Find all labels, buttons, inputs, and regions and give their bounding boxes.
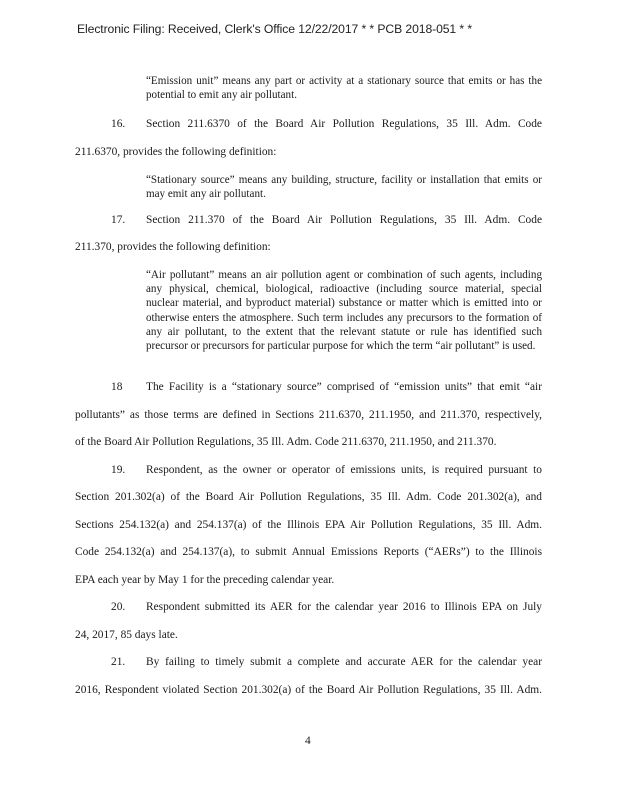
- paragraph-17-line-2: 211.370, provides the following definition:: [75, 241, 271, 253]
- paragraph-20-line-2: 24, 2017, 85 days late.: [75, 629, 178, 641]
- quote-air-pollutant: “Air pollutant” means an air pollution agent or combination of such agents, including any physical, chemical, biological, radioactive (including source material, special nuclear material, and byproduct material) substance or matter which is emitted into or otherwise enters the atmosphere. Such term includes any precursors to the formation of any air pollutant, to the extent that the relevant statute or rule has identified such precursor or precursors for particular purpose for which the term “air pollutant” is used.: [146, 269, 542, 353]
- paragraph-19-line-2: Section 201.302(a) of the Board Air Pollution Regulations, 35 Ill. Adm. Code 201.302(a), and: [75, 491, 542, 503]
- paragraph-19-number: 19.: [111, 464, 126, 476]
- paragraph-18-line-2: pollutants” as those terms are defined in Sections 211.6370, 211.1950, and 211.370, respectively,: [75, 409, 542, 421]
- paragraph-19-line-1: Respondent, as the owner or operator of emissions units, is required pursuant to: [146, 464, 542, 476]
- paragraph-18-line-1: The Facility is a “stationary source” comprised of “emission units” that emit “air: [146, 381, 542, 393]
- paragraph-21-line-1: By failing to timely submit a complete and accurate AER for the calendar year: [146, 656, 542, 668]
- paragraph-21-number: 21.: [111, 656, 126, 668]
- filing-stamp-header: Electronic Filing: Received, Clerk's Office 12/22/2017 * * PCB 2018-051 * *: [77, 22, 472, 36]
- paragraph-18-line-3: of the Board Air Pollution Regulations, 35 Ill. Adm. Code 211.6370, 211.1950, and 211.370.: [75, 436, 497, 448]
- paragraph-20-number: 20.: [111, 601, 126, 613]
- quote-stationary-source: “Stationary source” means any building, structure, facility or installation that emits or may emit any air pollutant.: [146, 174, 542, 201]
- paragraph-17-line-1: Section 211.370 of the Board Air Pollution Regulations, 35 Ill. Adm. Code: [146, 214, 542, 226]
- paragraph-21-line-2: 2016, Respondent violated Section 201.302(a) of the Board Air Pollution Regulations, 35 Ill. Adm.: [75, 684, 542, 696]
- paragraph-20-line-1: Respondent submitted its AER for the calendar year 2016 to Illinois EPA on July: [146, 601, 542, 613]
- page-number: 4: [305, 735, 311, 747]
- paragraph-18-number: 18: [111, 381, 123, 393]
- paragraph-17-number: 17.: [111, 214, 126, 226]
- paragraph-16-line-2: 211.6370, provides the following definition:: [75, 146, 277, 158]
- paragraph-19-line-4: Code 254.132(a) and 254.137(a), to submit Annual Emissions Reports (“AERs”) to the Illinois: [75, 546, 542, 558]
- paragraph-16-line-1: Section 211.6370 of the Board Air Pollution Regulations, 35 Ill. Adm. Code: [146, 118, 542, 130]
- paragraph-16-number: 16.: [111, 118, 126, 130]
- paragraph-19-line-5: EPA each year by May 1 for the preceding calendar year.: [75, 574, 335, 586]
- paragraph-19-line-3: Sections 254.132(a) and 254.137(a) of the Illinois EPA Air Pollution Regulations, 35 Ill. Adm.: [75, 519, 542, 531]
- quote-emission-unit: “Emission unit” means any part or activity at a stationary source that emits or has the potential to emit any air pollutant.: [146, 75, 542, 102]
